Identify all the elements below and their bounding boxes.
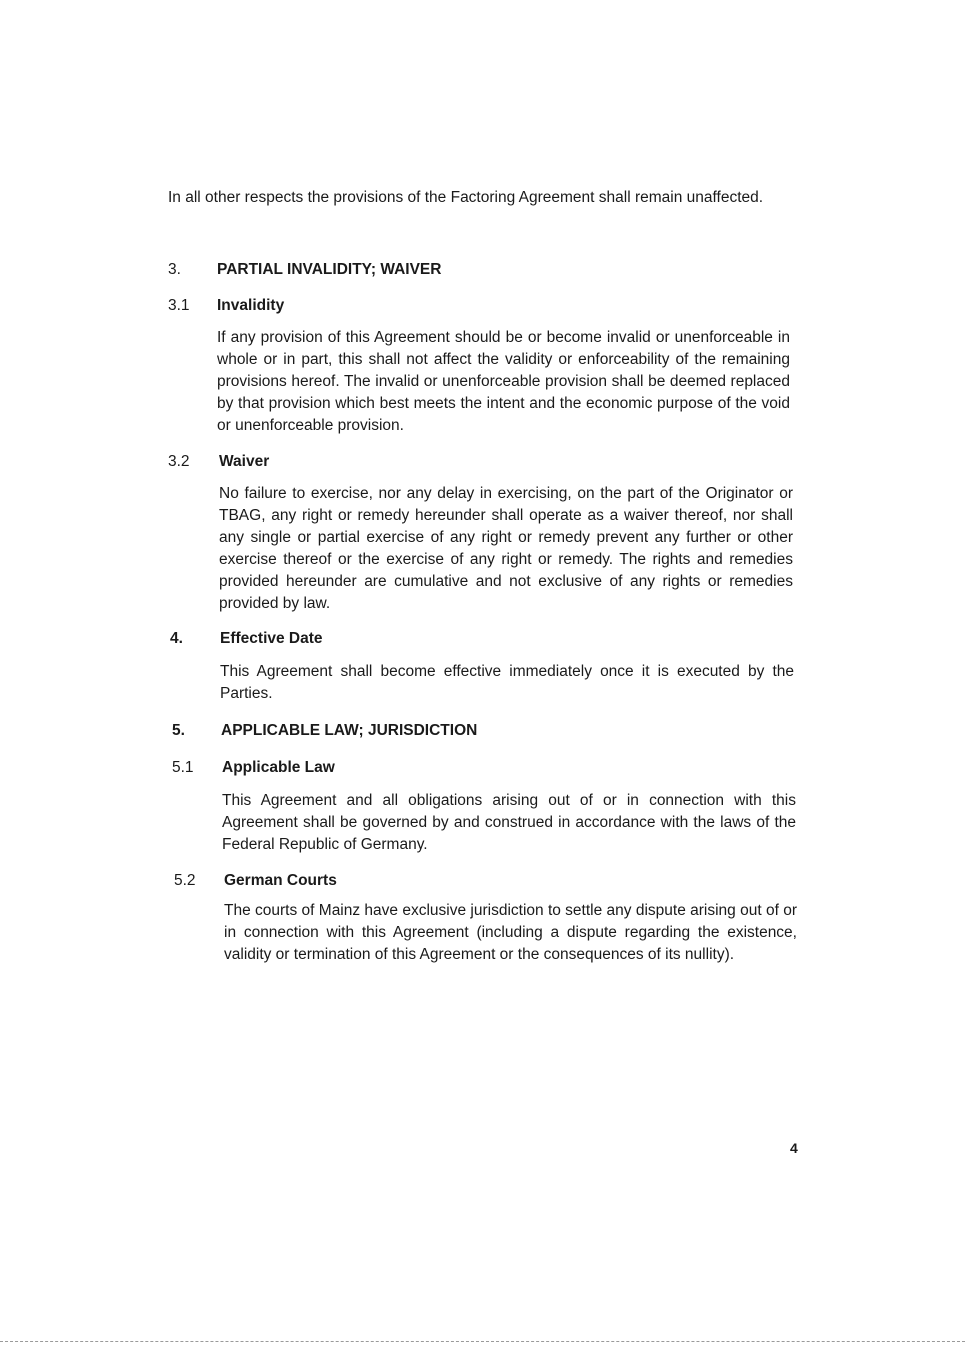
section-3-1-number: 3.1	[168, 297, 190, 314]
section-5-2-heading: German Courts	[224, 872, 337, 889]
section-5-2-number: 5.2	[174, 872, 196, 889]
section-4-paragraph: This Agreement shall become effective immediately once it is executed by the Parties.	[220, 663, 794, 702]
section-3-1-paragraph: If any provision of this Agreement should be or become invalid or unenforceable in whole or in part, this shall not affect the validity or enforceability of the remaining provisions hereof. The invalid or unenforceable provision shall be deemed replaced by that provision which best meets the intent and the economic purpose of the void or unenforceable provision.	[217, 329, 790, 434]
section-3-1-heading: Invalidity	[217, 297, 285, 314]
section-5-1-heading: Applicable Law	[222, 759, 335, 776]
section-4-number: 4.	[170, 630, 183, 647]
section-5-1-paragraph: This Agreement and all obligations arising out of or in connection with this Agreement shall be governed by and construed in accordance with the laws of the Federal Republic of Germany.	[222, 792, 796, 853]
intro-paragraph: In all other respects the provisions of the Factoring Agreement shall remain unaffected.	[168, 189, 764, 206]
scan-edge-line	[0, 1341, 965, 1342]
section-4-heading: Effective Date	[220, 630, 323, 647]
section-5-heading: APPLICABLE LAW; JURISDICTION	[221, 722, 478, 739]
page-number: 4	[790, 1140, 798, 1156]
section-3-2-paragraph: No failure to exercise, nor any delay in exercising, on the part of the Originator or TBAG, any right or remedy hereunder shall operate as a waiver thereof, nor shall any single or partial exercise of any right or remedy prevent any further or other exercise thereof or the exercise of any right or remedy. The rights and remedies provided hereunder are cumulative and not exclusive of any rights or remedies provided by law.	[219, 485, 793, 612]
section-3-2-number: 3.2	[168, 453, 190, 470]
section-3-number: 3.	[168, 261, 181, 278]
section-5-number: 5.	[172, 722, 185, 739]
section-5-2-paragraph: The courts of Mainz have exclusive jurisdiction to settle any dispute arising out of or in connection with this Agreement (including a dispute regarding the existence, validity or termination of this Agreement or the consequences of its nullity).	[224, 902, 797, 963]
section-3-2-heading: Waiver	[219, 453, 270, 470]
section-5-1-number: 5.1	[172, 759, 194, 776]
section-3-heading: PARTIAL INVALIDITY; WAIVER	[217, 261, 442, 278]
